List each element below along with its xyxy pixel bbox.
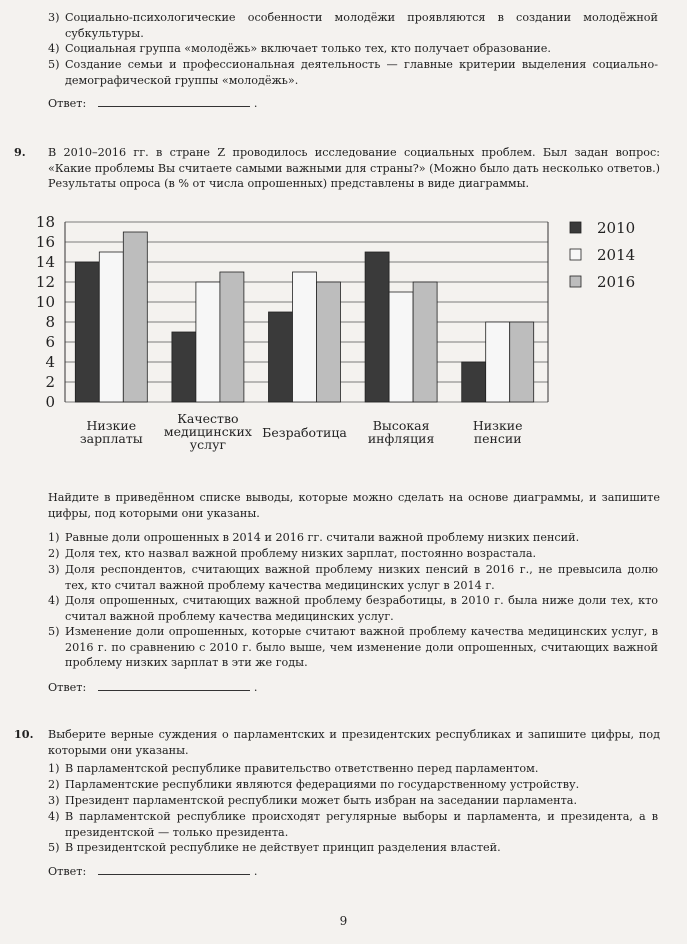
bar-2010-4 bbox=[462, 362, 486, 402]
list-item: 4) Социальная группа «молодёжь» включает только тех, кто получает образование. bbox=[48, 42, 551, 55]
answer-field-q8[interactable]: Ответ: . bbox=[48, 97, 258, 110]
answer-field-q9[interactable]: Ответ: . bbox=[48, 681, 258, 694]
bar-2014-2 bbox=[293, 272, 317, 402]
list-item: 4) Доля опрошенных, считающих важной проблему безработицы, в 2010 г. была ниже доли тех, кто считал важной проблему качества медицинских услуг. bbox=[48, 594, 658, 623]
y-tick-label: 10 bbox=[35, 293, 55, 311]
list-item: 5) В президентской республике не действует принцип разделения властей. bbox=[48, 841, 501, 854]
answer-line[interactable] bbox=[98, 680, 250, 691]
list-item: 1) В парламентской республике правительство ответственно перед парламентом. bbox=[48, 762, 539, 775]
legend-swatch bbox=[570, 249, 581, 260]
chart-bars bbox=[75, 232, 533, 402]
x-tick-label: медицинских bbox=[163, 424, 252, 439]
bar-2016-4 bbox=[510, 322, 534, 402]
x-tick-label: Высокая bbox=[372, 418, 430, 433]
list-item: 2) Парламентские республики являются федерациями по государственному устройству. bbox=[48, 778, 580, 791]
chart-legend bbox=[570, 219, 635, 291]
bar-2010-3 bbox=[365, 252, 389, 402]
list-item: 1) Равные доли опрошенных в 2014 и 2016 гг. считали важной проблему низких пенсий. bbox=[48, 531, 580, 544]
x-tick-label: Безработица bbox=[262, 425, 347, 440]
x-tick-label: пенсии bbox=[473, 431, 522, 446]
question-text: Выберите верные суждения о парламентских и президентских республиках и запишите цифры, под которыми они указаны. bbox=[48, 728, 660, 757]
bar-2016-0 bbox=[123, 232, 147, 402]
legend-label: 2016 bbox=[597, 273, 636, 291]
bar-2014-1 bbox=[196, 282, 220, 402]
x-tick-label: Низкие bbox=[86, 418, 137, 433]
x-tick-label: Качество bbox=[177, 411, 239, 426]
y-tick-label: 14 bbox=[35, 253, 55, 271]
y-tick-label: 18 bbox=[35, 213, 55, 231]
y-tick-label: 0 bbox=[45, 393, 55, 411]
x-tick-label: услуг bbox=[189, 437, 227, 452]
y-tick-label: 6 bbox=[45, 333, 55, 351]
list-item: 4) В парламентской республике происходят регулярные выборы и парламента, и президента, а в президентской — только президента. bbox=[48, 810, 658, 839]
bar-2010-2 bbox=[269, 312, 293, 402]
bar-2016-3 bbox=[413, 282, 437, 402]
bar-2014-0 bbox=[99, 252, 123, 402]
legend-label: 2010 bbox=[597, 219, 636, 237]
y-tick-label: 8 bbox=[45, 313, 55, 331]
chart-x-labels bbox=[80, 411, 523, 452]
legend-swatch bbox=[570, 222, 581, 233]
x-tick-label: зарплаты bbox=[79, 431, 143, 446]
bar-2016-2 bbox=[317, 282, 341, 402]
list-item: 3) Президент парламентской республики может быть избран на заседании парламента. bbox=[48, 794, 578, 807]
chart-y-ticks bbox=[36, 213, 55, 411]
answer-field-q10[interactable]: Ответ: . bbox=[48, 865, 258, 878]
page-number: 9 bbox=[339, 914, 348, 928]
answer-line[interactable] bbox=[98, 864, 250, 875]
question-number: 9. bbox=[14, 145, 26, 159]
list-item: 5) Создание семьи и профессиональная деятельность — главные критерии выделения социально-демографической группы «молодёжь». bbox=[48, 58, 658, 87]
y-tick-label: 12 bbox=[35, 273, 55, 291]
bar-2010-0 bbox=[75, 262, 99, 402]
bar-2014-3 bbox=[389, 292, 413, 402]
bar-2010-1 bbox=[172, 332, 196, 402]
bar-2016-1 bbox=[220, 272, 244, 402]
x-tick-label: инфляция bbox=[367, 431, 435, 446]
answer-line[interactable] bbox=[98, 96, 250, 107]
y-tick-label: 4 bbox=[45, 353, 55, 371]
question-instruction: Найдите в приведённом списке выводы, которые можно сделать на основе диаграммы, и запишите цифры, под которыми они указаны. bbox=[48, 491, 660, 520]
list-item: 5) Изменение доли опрошенных, которые считают важной проблему качества медицинских услуг, в 2016 г. по сравнению с 2010 г. было выше, чем изменение доли опрошенных, считающих важной проблему низких зарплат в эти же годы. bbox=[48, 625, 658, 670]
list-item: 2) Доля тех, кто назвал важной проблему низких зарплат, постоянно возрастала. bbox=[48, 547, 537, 560]
list-item: 3) Доля респондентов, считающих важной проблему низких пенсий в 2016 г., не превысила долю тех, кто считал важной проблему качества медицинских услуг в 2014 г. bbox=[48, 563, 658, 592]
list-item: 3) Социально-психологические особенности молодёжи проявляются в создании молодёжной субкультуры. bbox=[48, 11, 658, 40]
y-tick-label: 2 bbox=[45, 373, 55, 391]
question-number: 10. bbox=[14, 727, 34, 741]
x-tick-label: Низкие bbox=[472, 418, 523, 433]
y-tick-label: 16 bbox=[35, 233, 55, 251]
question-text: В 2010–2016 гг. в стране Z проводилось исследование социальных проблем. Был задан вопрос: «Какие проблемы Вы считаете самыми важными для страны?» (Можно было дать несколько ответов.) Результаты опроса (в % от числа опрошенных) представлены в виде диаграммы. bbox=[48, 146, 660, 191]
legend-swatch bbox=[570, 276, 581, 287]
bar-chart bbox=[0, 205, 687, 465]
bar-2014-4 bbox=[486, 322, 510, 402]
legend-label: 2014 bbox=[597, 246, 636, 264]
